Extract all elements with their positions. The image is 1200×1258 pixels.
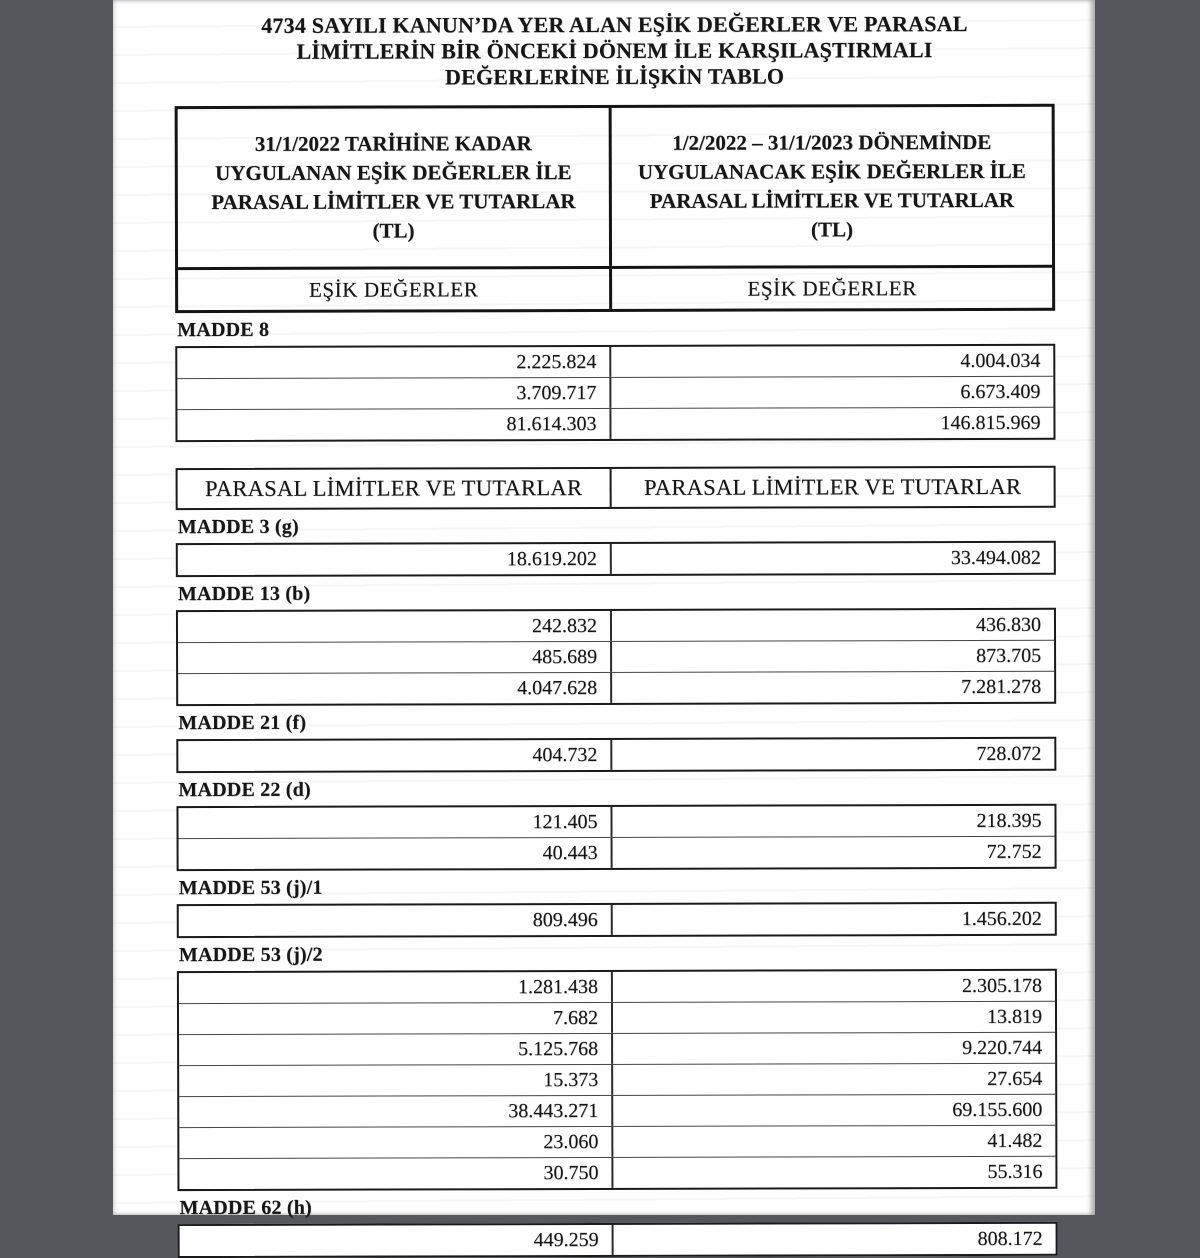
value-current-period: 69.155.600	[952, 1098, 1043, 1121]
value-previous-period: 449.259	[180, 1225, 614, 1256]
section-madde-53j2	[177, 942, 1058, 1191]
table-row	[177, 346, 1053, 378]
value-current-period: 2.305.178	[961, 974, 1042, 997]
subheader-threshold-current: EŞİK DEĞERLER	[747, 275, 917, 301]
value-previous-period: 5.125.768	[179, 1034, 613, 1065]
value-current-period: 27.654	[987, 1067, 1043, 1090]
madde-22d-label: MADDE 22 (d)	[178, 778, 311, 802]
value-previous-period: 809.496	[179, 905, 613, 936]
table-row	[178, 640, 1054, 673]
value-previous-period: 7.682	[179, 1003, 613, 1034]
table-header-period-row	[178, 107, 1052, 270]
madde-53j1-label: MADDE 53 (j)/1	[178, 876, 323, 900]
value-previous-period: 4.047.628	[178, 673, 612, 704]
table-row	[179, 1063, 1055, 1096]
table-row	[179, 971, 1055, 1003]
value-current-period: 55.316	[987, 1160, 1043, 1183]
section-madde-3g	[176, 514, 1056, 577]
value-current-period: 808.172	[977, 1227, 1043, 1250]
title-line-3: DEĞERLERİNE İLİŞKİN TABLO	[444, 63, 785, 90]
document-content	[111, 0, 1057, 1258]
madde-3g-table	[176, 541, 1056, 577]
section-madde-8	[175, 317, 1055, 442]
title-line-2: LİMİTLERİN BİR ÖNCEKİ DÖNEM İLE KARŞILAŞTIRMALI	[296, 37, 933, 64]
madde-53j2-label: MADDE 53 (j)/2	[178, 943, 323, 967]
table-header	[175, 104, 1056, 313]
parasal-header-current: PARASAL LİMİTLER VE TUTARLAR	[643, 473, 1022, 500]
value-current-period: 7.281.278	[961, 675, 1042, 698]
madde-3g-label: MADDE 3 (g)	[177, 515, 299, 539]
table-row	[178, 806, 1054, 838]
value-current-period: 6.673.409	[960, 380, 1041, 403]
value-previous-period: 2.225.824	[177, 347, 611, 378]
section-madde-13b	[176, 581, 1056, 706]
value-current-period: 9.220.744	[962, 1036, 1043, 1059]
value-previous-period: 1.281.438	[179, 972, 613, 1003]
madde-53j1-table	[177, 902, 1057, 938]
value-previous-period: 3.709.717	[177, 378, 611, 409]
table-row	[178, 610, 1054, 642]
document-title	[194, 11, 1034, 91]
table-row	[178, 543, 1054, 575]
value-previous-period: 485.689	[178, 642, 612, 673]
document-page	[113, 0, 1095, 1251]
table-row	[179, 1001, 1055, 1034]
value-current-period: 13.819	[986, 1005, 1043, 1028]
table-row	[177, 407, 1053, 440]
subheader-threshold-previous: EŞİK DEĞERLER	[178, 269, 612, 310]
parasal-limits-header	[176, 466, 1056, 510]
madde-8-label: MADDE 8	[177, 318, 270, 342]
madde-21f-label: MADDE 21 (f)	[178, 711, 307, 735]
madde-8-table	[175, 344, 1055, 442]
table-row	[179, 1156, 1055, 1189]
value-current-period: 218.395	[976, 809, 1042, 832]
table-row	[179, 1125, 1055, 1158]
value-current-period: 1.456.202	[961, 907, 1042, 930]
parasal-header-previous: PARASAL LİMİTLER VE TUTARLAR	[178, 469, 612, 508]
value-previous-period: 81.614.303	[177, 409, 611, 440]
madde-62h-table	[178, 1222, 1058, 1258]
value-current-period: 33.494.082	[950, 546, 1041, 569]
value-previous-period: 404.732	[178, 740, 612, 771]
title-line-1: 4734 SAYILI KANUN’DA YER ALAN EŞİK DEĞERLER VE PARASAL	[261, 10, 968, 38]
section-madde-22d	[176, 777, 1056, 871]
table-row	[179, 1032, 1055, 1065]
table-row	[179, 836, 1055, 869]
value-previous-period: 30.750	[179, 1158, 613, 1189]
header-current-period: 1/2/2022 – 31/1/2023 DÖNEMİNDE UYGULANACAK EŞİK DEĞERLER İLE PARASAL LİMİTLER VE TUTARLAR (TL)	[637, 129, 1026, 242]
table-row	[178, 671, 1054, 704]
value-previous-period: 23.060	[179, 1127, 613, 1158]
value-previous-period: 18.619.202	[178, 544, 612, 575]
value-previous-period: 15.373	[179, 1065, 613, 1096]
value-current-period: 728.072	[976, 742, 1042, 765]
table-row	[180, 1224, 1056, 1256]
value-previous-period: 38.443.271	[179, 1096, 613, 1127]
value-previous-period: 242.832	[178, 611, 612, 642]
madde-53j2-table	[177, 969, 1058, 1191]
madde-62h-label: MADDE 62 (h)	[179, 1196, 312, 1220]
value-previous-period: 121.405	[178, 807, 612, 838]
section-madde-62h	[177, 1195, 1057, 1258]
table-row	[179, 904, 1055, 936]
header-previous-period: 31/1/2022 TARİHİNE KADAR UYGULANAN EŞİK DEĞERLER İLE PARASAL LİMİTLER VE TUTARLAR (TL)	[178, 108, 612, 267]
table-row	[178, 739, 1054, 771]
value-current-period: 146.815.969	[940, 411, 1041, 434]
table-row	[177, 376, 1053, 409]
table-row	[179, 1094, 1055, 1127]
madde-13b-table	[176, 608, 1056, 706]
value-current-period: 436.830	[975, 613, 1042, 636]
madde-21f-table	[176, 737, 1056, 773]
value-current-period: 41.482	[987, 1129, 1043, 1152]
madde-22d-table	[176, 804, 1056, 871]
section-madde-53j1	[177, 875, 1057, 938]
section-madde-21f	[176, 710, 1056, 773]
value-previous-period: 40.443	[179, 838, 613, 869]
value-current-period: 4.004.034	[960, 349, 1041, 372]
table-header-threshold-row	[178, 268, 1052, 310]
value-current-period: 72.752	[986, 840, 1042, 863]
value-current-period: 873.705	[976, 644, 1042, 667]
madde-13b-label: MADDE 13 (b)	[177, 582, 311, 606]
